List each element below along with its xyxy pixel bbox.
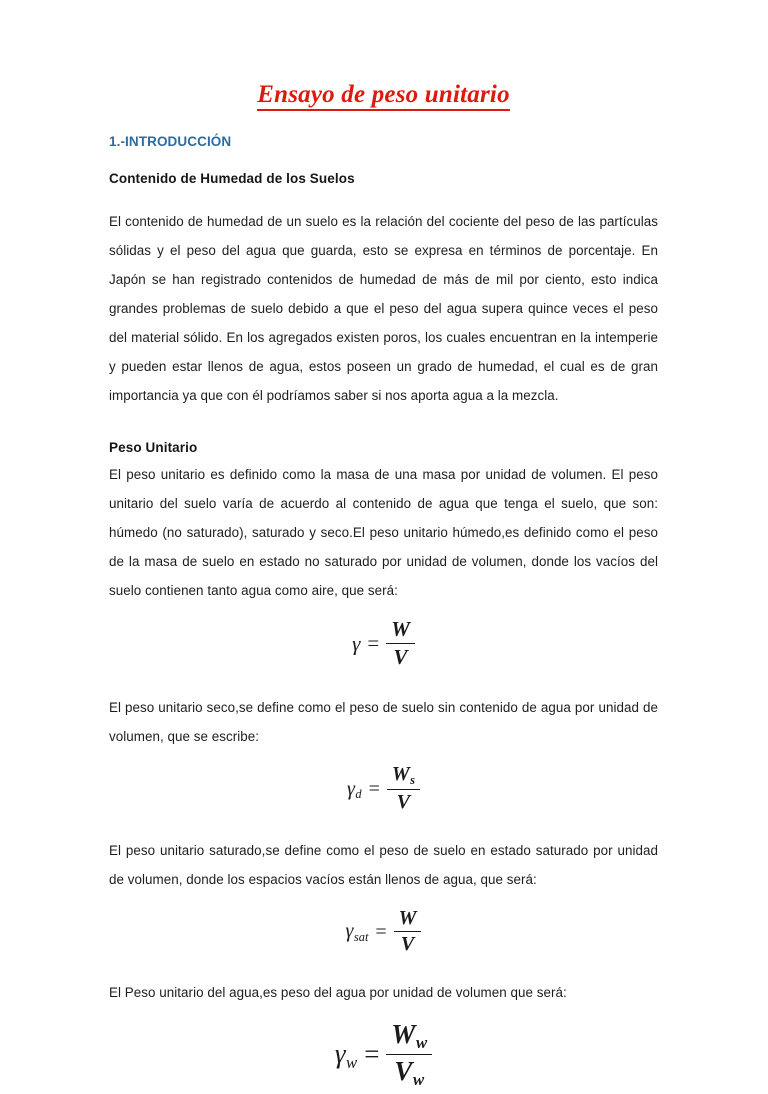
equation-equals-sign: = [368, 777, 380, 800]
fraction-numerator: W [394, 907, 422, 932]
paragraph-peso-unitario: El peso unitario es definido como la masa de una masa por unidad de volumen. El peso unitario del suelo varía de acuerdo al contenido de agua que tenga el suelo, que son: húmedo (no saturado), saturado y seco.El peso unitario húmedo,es definido como el peso de la masa de suelo en estado no saturado por unidad de volumen, donde los vacíos del suelo contienen tanto agua como aire, que será: [109, 467, 658, 598]
denominator-subscript: w [412, 1069, 425, 1089]
equation-symbol-gamma: γ [334, 1038, 346, 1069]
document-content [109, 0, 658, 1094]
fraction-numerator [386, 1019, 432, 1055]
equation-saturated-unit-weight-block [109, 894, 658, 959]
fraction [386, 617, 415, 670]
equation-symbol-subscript: w [346, 1052, 358, 1072]
fraction [386, 1019, 432, 1089]
equation-symbol-subscript: sat [353, 930, 369, 945]
equation-symbol-subscript: d [355, 787, 362, 802]
page-title [109, 0, 658, 110]
page-title-text: Ensayo de peso unitario [257, 81, 510, 111]
paragraph-peso-unitario-seco: El peso unitario seco,se define como el peso de suelo sin contenido de agua por unidad de volumen, que se escribe: [109, 700, 658, 744]
numerator-symbol: W [391, 763, 410, 786]
equation-saturated-unit-weight [346, 908, 422, 957]
paragraph-peso-unitario-saturado: El peso unitario saturado,se define como el peso de suelo en estado saturado por unidad de volumen, donde los espacios vacíos están llenos de agua, que será: [109, 843, 658, 888]
equation-equals-sign: = [364, 1038, 380, 1069]
fraction [394, 907, 422, 956]
numerator-symbol: W [391, 1019, 416, 1050]
equation-unit-weight-block [109, 605, 658, 674]
denominator-symbol: V [394, 1055, 413, 1086]
equation-water-unit-weight-block [109, 1007, 658, 1093]
fraction-denominator [386, 1055, 432, 1090]
equation-water-unit-weight [335, 1021, 432, 1091]
paragraph-peso-unitario-agua: El Peso unitario del agua,es peso del agua por unidad de volumen que será: [109, 985, 567, 1001]
equation-equals-sign: = [375, 920, 387, 943]
equation-dry-unit-weight [347, 765, 420, 815]
fraction-numerator: W [386, 617, 415, 644]
equation-symbol-gamma: γ [347, 777, 355, 800]
heading-contenido-humedad: Contenido de Humedad de los Suelos [109, 171, 355, 186]
numerator-subscript: w [415, 1032, 428, 1052]
fraction [387, 763, 420, 813]
equation-equals-sign: = [367, 631, 380, 656]
equation-symbol-gamma: γ [352, 631, 361, 656]
numerator-subscript: s [410, 772, 415, 787]
heading-introduccion: 1.-INTRODUCCIÓN [109, 134, 232, 149]
equation-symbol-gamma: γ [345, 920, 354, 943]
fraction-denominator: V [396, 790, 411, 813]
fraction-denominator: V [393, 645, 408, 670]
fraction-denominator: V [400, 932, 415, 955]
equation-dry-unit-weight-block [109, 751, 658, 817]
paragraph-contenido-humedad: El contenido de humedad de un suelo es la relación del cociente del peso de las partículas sólidas y el peso del agua que guarda, esto se expresa en términos de porcentaje. En Japón se han registrado contenidos de humedad de más de mil por ciento, esto indica grandes problemas de suelo debido a que el peso del agua supera quince veces el peso del material sólido. En los agregados existen poros, los cuales encuentran en la intemperie y pueden estar llenos de agua, estos poseen un grado de humedad, el cual es de gran importancia ya que con él podríamos saber si nos aporta agua a la mezcla. [109, 214, 658, 403]
heading-peso-unitario: Peso Unitario [109, 440, 198, 455]
equation-unit-weight [352, 619, 415, 672]
fraction-numerator [387, 763, 420, 789]
